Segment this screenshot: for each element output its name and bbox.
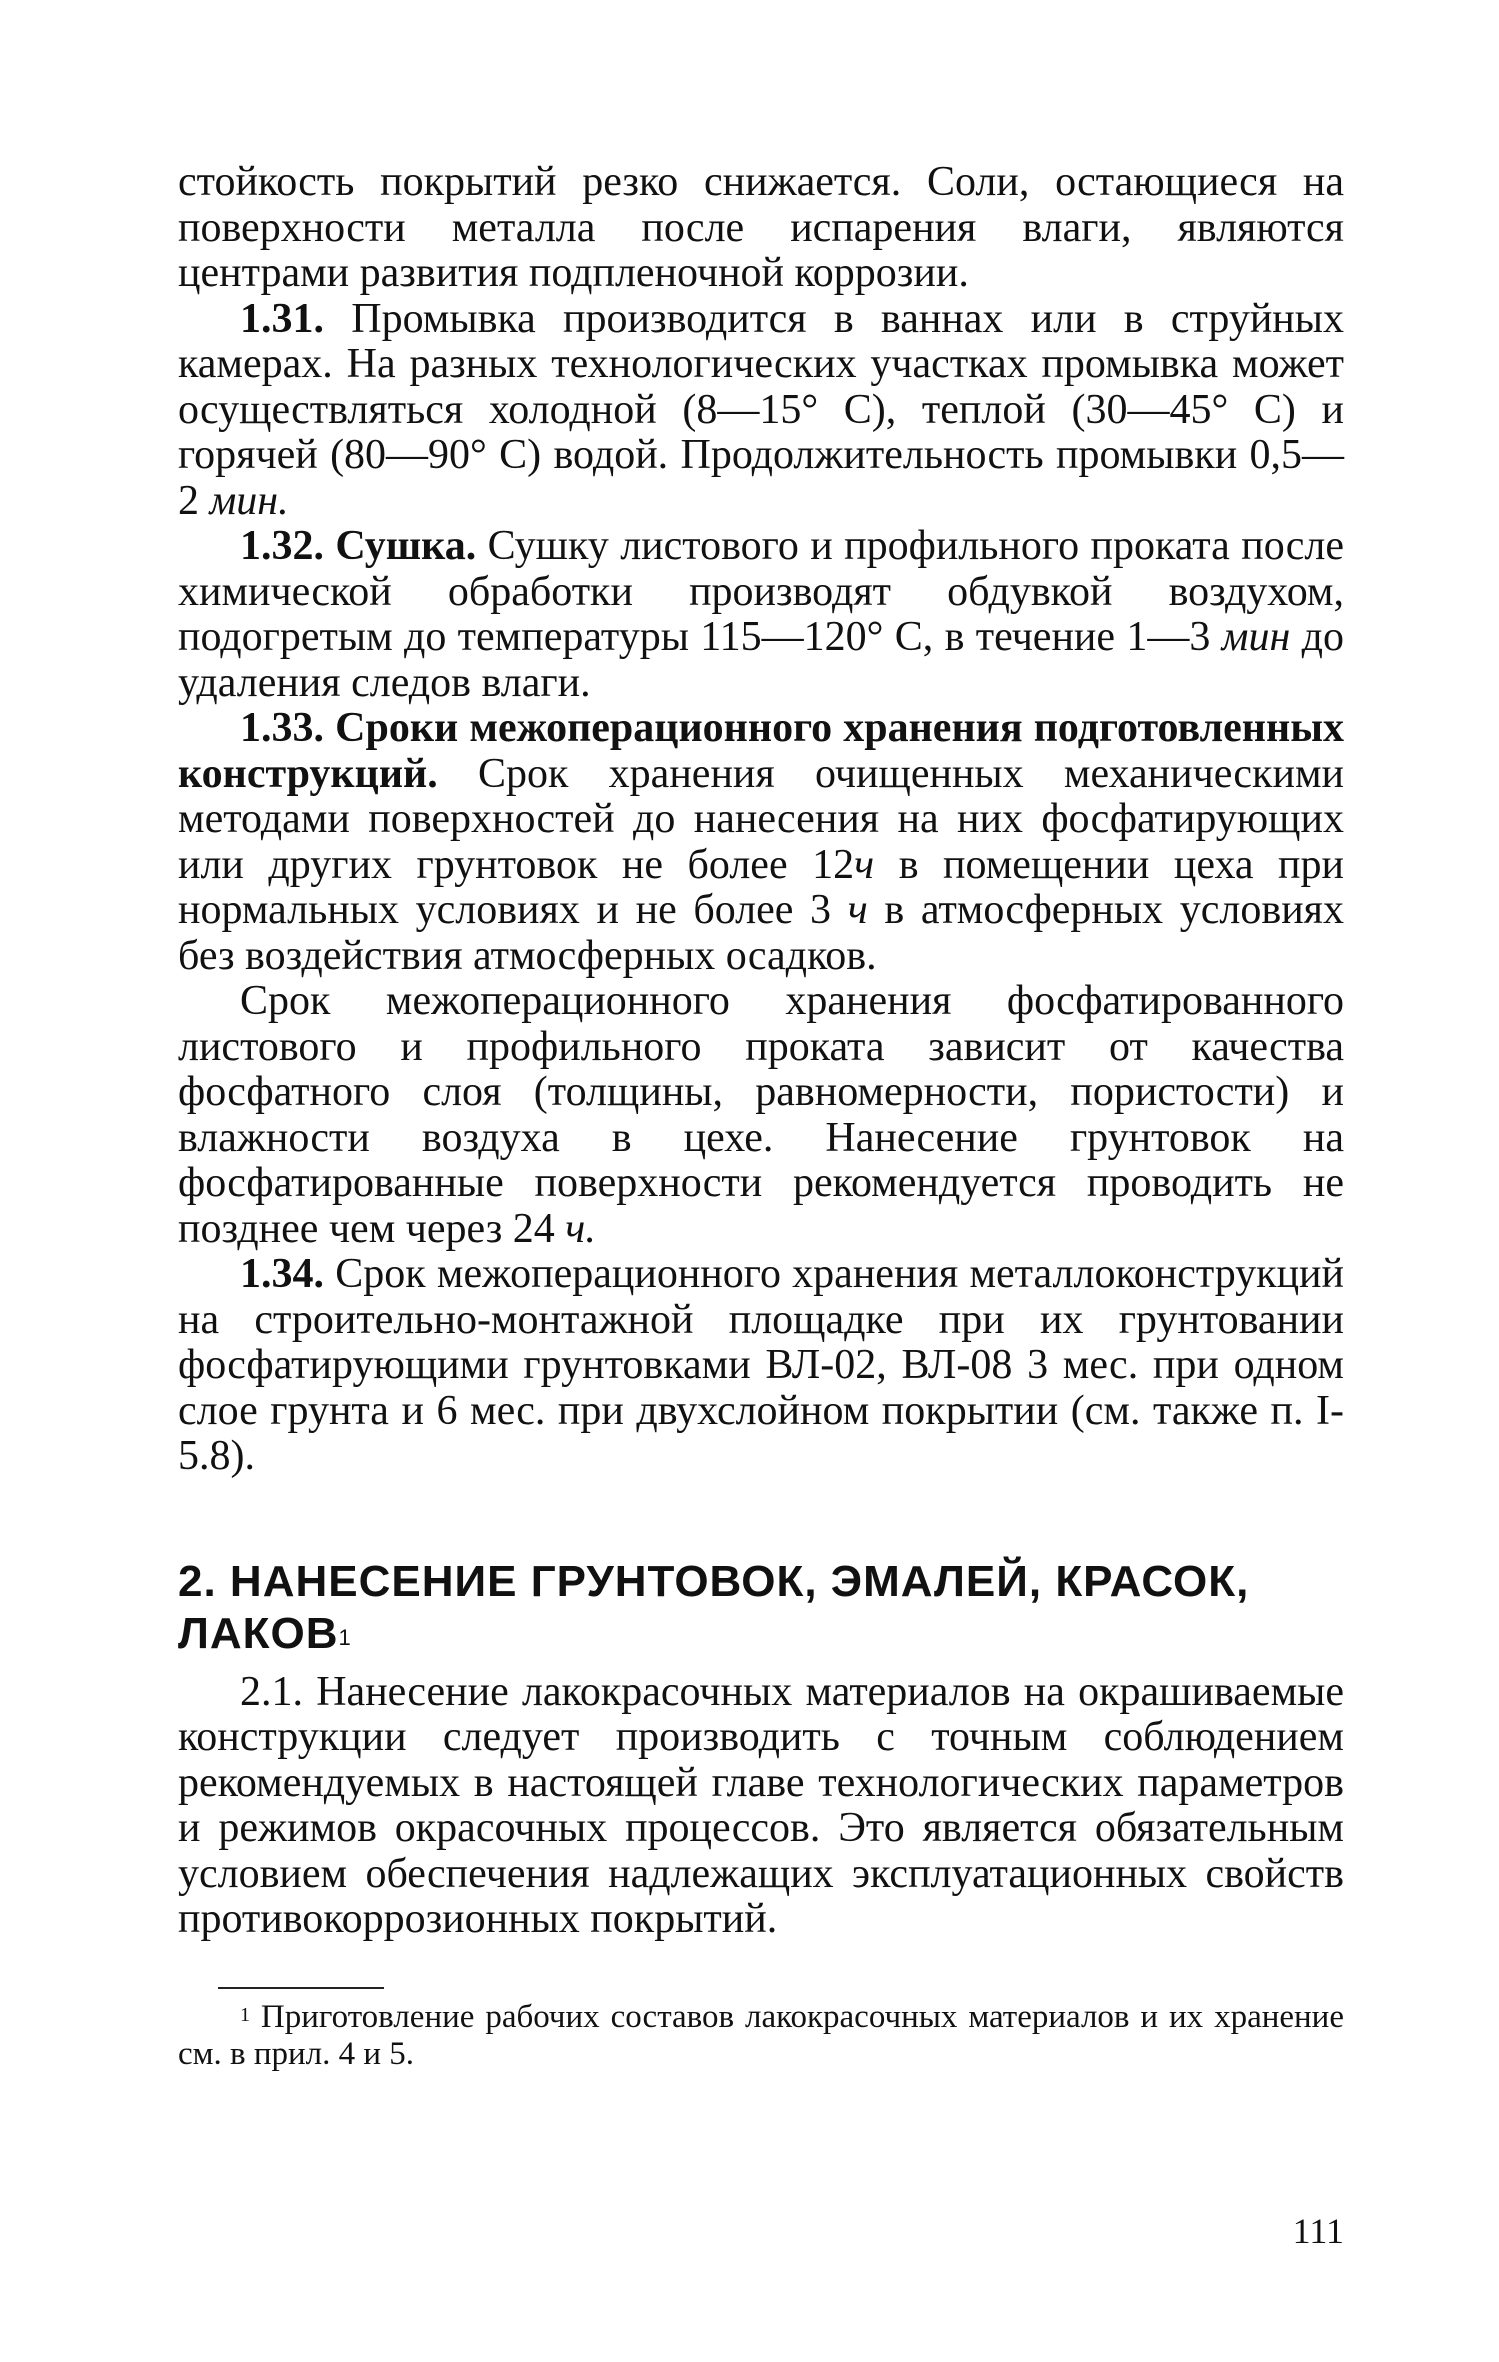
paragraph-text: Сушку листового и профильного проката после химической обработки производят обдувкой воздухом, подогретым до температуры 115—120° С, в течение 1—3 xyxy=(178,523,1345,660)
paragraph-1-32 xyxy=(178,524,1344,706)
paragraph-1-33 xyxy=(178,706,1344,979)
paragraph-text: до удаления следов влаги. xyxy=(178,614,1344,706)
page-number: 111 xyxy=(1292,2211,1344,2251)
unit-text: ч xyxy=(854,841,875,888)
paragraph-1-34 xyxy=(178,1252,1344,1480)
paragraph-text: Срок межоперационного хранения фосфатированного листового и профильного проката зависит от качества фосфатного слоя (толщины, равномерности, пористости) и влажности воздуха в цехе. Нанесение грунтовок на фосфатированные поверхности рекомендуется проводить не позднее чем через 24 xyxy=(178,978,1344,1252)
paragraph-text: Срок межоперационного хранения металлоконструкций на строительно-монтажной площадке при их грунтовании фосфатирующими грунтовками ВЛ-02, ВЛ-08 3 мес. при одном слое грунта и 6 мес. при двухслойном покрытии (см. также п. I-5.8). xyxy=(178,1251,1345,1479)
unit-text: ч xyxy=(847,887,868,933)
paragraph-text: в помещении цеха при нормальных условиях и не более 3 xyxy=(178,841,1345,933)
paragraph-number: 1.33. Сроки межоперационного хранения подготовленных конструкций. xyxy=(178,705,1344,797)
unit-text: мин xyxy=(1221,614,1291,660)
paragraph-text: Срок хранения очищенных механическими методами поверхностей до нанесения на них фосфатирующих или других грунтовок не более 12 xyxy=(178,750,1344,888)
paragraph-number: 1.31. xyxy=(240,295,324,342)
unit-text: ч. xyxy=(565,1205,596,1252)
paragraph-text: в атмосферных условиях без воздействия атмосферных осадков. xyxy=(178,887,1344,979)
paragraph-continuation xyxy=(178,160,1344,297)
footnote-mark: 1 xyxy=(338,1624,352,1650)
paragraph-1-31 xyxy=(178,297,1344,525)
paragraph-text: стойкость покрытий резко снижается. Соли, остающиеся на поверхности металла после испарения влаги, являются центрами развития подпленочной коррозии. xyxy=(178,159,1344,296)
paragraph-text: Нанесение лакокрасочных материалов на окрашиваемые конструкции следует производить с точным соблюдением рекомендуемых в настоящей главе технологических параметров и режимов окрасочных процессов. Это является обязательным условием обеспечения надлежащих эксплуатационных свойств противокоррозионных покрытий. xyxy=(178,1668,1345,1942)
page-body xyxy=(178,159,1345,2251)
section-heading xyxy=(178,1556,1344,1660)
paragraph-number: 2.1. xyxy=(240,1668,303,1715)
footnote xyxy=(178,1999,1344,2073)
paragraph-2-1 xyxy=(178,1670,1344,1943)
footnote-mark: 1 xyxy=(240,2003,250,2026)
footnote-divider xyxy=(218,1987,384,1989)
paragraph-storage xyxy=(178,979,1344,1252)
unit-text: мин. xyxy=(209,477,289,524)
paragraph-number: 1.34. xyxy=(240,1251,324,1297)
section-title: 2. НАНЕСЕНИЕ ГРУНТОВОК, ЭМАЛЕЙ, КРАСОК, ЛАКОВ xyxy=(178,1556,1250,1658)
paragraph-text: Промывка производится в ваннах или в струйных камерах. На разных технологических участках промывка может осуществляться холодной (8—15° С), теплой (30—45° С) и горячей (80—90° С) водой. Продолжительность промывки 0,5—2 xyxy=(178,295,1345,524)
paragraph-number: 1.32. Сушка. xyxy=(240,523,477,569)
footnote-text: Приготовление рабочих составов лакокрасочных материалов и их хранение см. в прил. 4 и 5. xyxy=(178,1998,1344,2072)
